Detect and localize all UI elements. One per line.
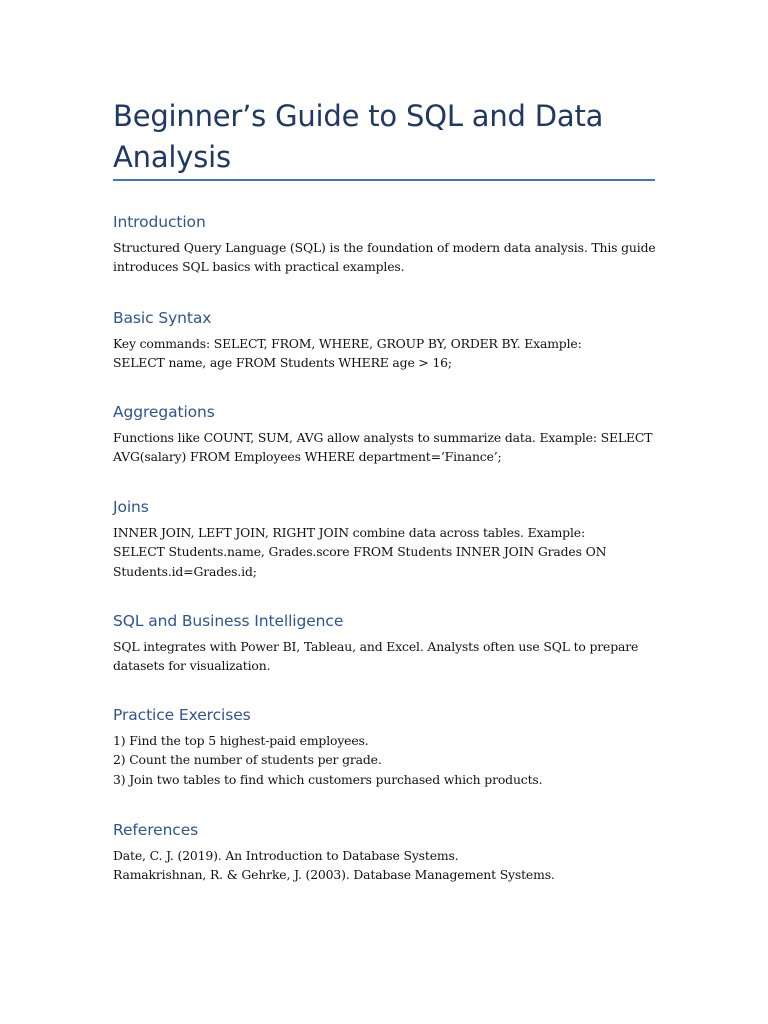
section-heading: Introduction [113,213,206,231]
section-heading: Aggregations [113,403,215,421]
reference-item: Ramakrishnan, R. & Gehrke, J. (2003). Database Management Systems. [113,867,555,883]
body-line: SQL integrates with Power BI, Tableau, and Excel. Analysts often use SQL to prepare [113,639,639,654]
section-body [113,238,658,277]
section-practice-exercises [113,705,658,789]
body-line: Functions like COUNT, SUM, AVG allow analysts to summarize data. Example: SELECT [113,430,653,445]
body-line: SELECT Students.name, Grades.score FROM Students INNER JOIN Grades ON [113,544,607,560]
section-heading: References [113,821,199,839]
section-heading: SQL and Business Intelligence [113,612,344,630]
section-heading: Practice Exercises [113,706,251,724]
document-title [113,96,658,178]
section-aggregations [113,402,658,467]
section-body [113,428,658,467]
exercise-item: 1) Find the top 5 highest-paid employees. [113,733,369,748]
section-body [113,523,658,581]
section-body [113,846,658,885]
body-line: Structured Query Language (SQL) is the foundation of modern data analysis. This guide [113,240,656,255]
exercise-item: 2) Count the number of students per grade. [113,752,382,768]
section-references [113,820,658,885]
section-business-intelligence [113,611,658,676]
body-line: Students.id=Grades.id; [113,563,257,579]
section-introduction [113,212,658,277]
section-body [113,637,658,676]
section-heading: Basic Syntax [113,309,212,327]
body-line: AVG(salary) FROM Employees WHERE department=’Finance’; [113,449,502,465]
body-line: Key commands: SELECT, FROM, WHERE, GROUP BY, ORDER BY. Example: [113,336,582,351]
section-body [113,334,658,373]
document-title-line: Analysis [113,140,231,174]
body-line: datasets for visualization. [113,658,271,674]
body-line: INNER JOIN, LEFT JOIN, RIGHT JOIN combine data across tables. Example: [113,525,585,540]
exercise-item: 3) Join two tables to find which customers purchased which products. [113,771,543,787]
section-joins [113,497,658,581]
title-divider [113,179,655,181]
section-heading: Joins [113,498,149,516]
document-title-line: Beginner’s Guide to SQL and Data [113,99,604,133]
body-line: introduces SQL basics with practical examples. [113,259,405,275]
section-basic-syntax [113,308,658,373]
body-line: SELECT name, age FROM Students WHERE age > 16; [113,355,452,371]
reference-item: Date, C. J. (2019). An Introduction to Database Systems. [113,848,459,863]
section-body [113,731,658,789]
